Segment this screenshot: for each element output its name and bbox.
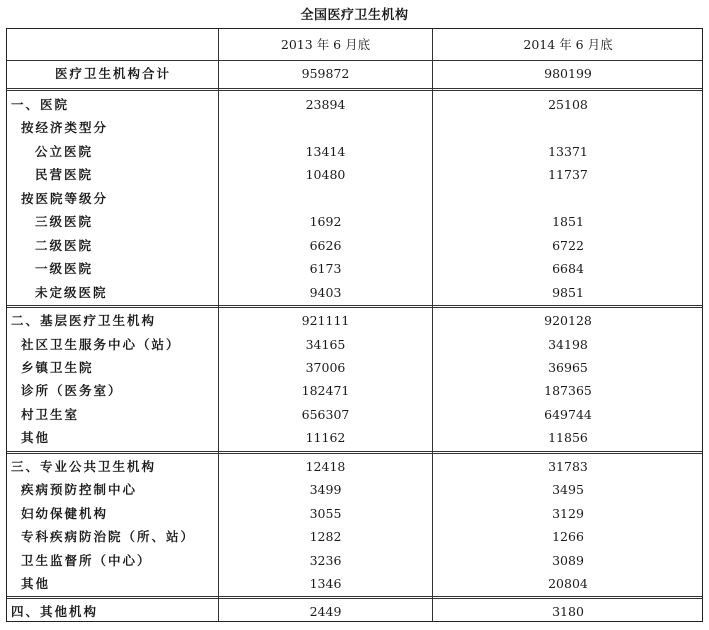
table-row: [7, 426, 702, 449]
cell-2014: 34198: [548, 336, 588, 352]
cell-2014: 25108: [548, 97, 588, 112]
column-header-2014: 2014 年 6 月底: [523, 37, 613, 52]
table-row: [7, 549, 702, 572]
row-label: 四、其他机构: [11, 604, 99, 620]
cell-2013: 3499: [309, 482, 342, 498]
cell-2014: 920128: [544, 313, 592, 329]
cell-2014: 11856: [548, 430, 588, 446]
data-table: [6, 28, 703, 622]
table-header-row: [7, 33, 702, 56]
row-label: 村卫生室: [21, 406, 80, 422]
table-row: [7, 478, 702, 501]
row-label: 社区卫生服务中心（站）: [21, 336, 181, 352]
table-row: [7, 333, 702, 356]
cell-2014: [433, 187, 703, 210]
cell-2013: 3236: [309, 552, 342, 568]
table-row: [7, 502, 702, 525]
table-row: [7, 140, 702, 163]
table-row: [7, 309, 702, 332]
row-label: 疾病预防控制中心: [21, 482, 138, 498]
row-label: 其他: [21, 430, 51, 446]
cell-2014: 980199: [544, 66, 592, 81]
row-label: 卫生监督所（中心）: [21, 552, 152, 568]
row-label: 一、医院: [11, 97, 70, 112]
cell-2014: 36965: [548, 359, 588, 375]
cell-2013: 1346: [309, 576, 342, 591]
table-row: [7, 257, 702, 280]
cell-2013: 2449: [309, 604, 342, 620]
cell-2014: 3180: [552, 604, 584, 620]
cell-2013: 6626: [309, 237, 342, 253]
row-label: 妇幼保健机构: [21, 505, 109, 521]
table-row: [7, 525, 702, 548]
cell-2013: 34165: [305, 336, 346, 352]
cell-2013: 11162: [305, 430, 346, 446]
total-row: [7, 62, 702, 85]
row-label: 诊所（医务室）: [21, 383, 123, 399]
cell-2013: 182471: [301, 383, 350, 399]
row-label: 二级医院: [35, 237, 94, 253]
row-label: 公立医院: [35, 143, 94, 159]
row-label: 三、专业公共卫生机构: [11, 458, 157, 474]
cell-2013: 921111: [301, 313, 350, 329]
cell-2013: 656307: [301, 406, 350, 422]
cell-2013: 13414: [305, 143, 346, 159]
cell-2013: 23894: [305, 97, 346, 112]
table-row: [7, 234, 702, 257]
section-divider: [7, 305, 702, 308]
cell-2013: 10480: [305, 167, 346, 183]
table-row: [7, 379, 702, 402]
table-row: [7, 455, 702, 478]
cell-2013: [219, 187, 432, 210]
table-row: [7, 356, 702, 379]
row-label: 其他: [21, 576, 51, 591]
cell-2014: 187365: [544, 383, 592, 399]
cell-2014: [433, 116, 703, 139]
column-header-2013: 2013 年 6 月底: [280, 37, 371, 52]
section-divider: [7, 88, 702, 91]
table-row: [7, 187, 702, 210]
cell-2014: 3089: [552, 552, 584, 568]
cell-2014: 3129: [552, 505, 584, 521]
row-divider: [7, 60, 702, 61]
row-label: 按医院等级分: [21, 190, 109, 206]
row-label: 未定级医院: [35, 284, 108, 300]
row-label: 二、基层医疗卫生机构: [11, 313, 157, 329]
cell-2013: 12418: [305, 458, 346, 474]
row-label: 民营医院: [35, 167, 94, 183]
cell-2013: 1692: [309, 214, 342, 230]
cell-2014: 31783: [548, 458, 588, 474]
table-row: [7, 93, 702, 116]
cell-2013: 6173: [309, 261, 342, 277]
section-divider: [7, 596, 702, 599]
cell-2014: 1266: [552, 529, 584, 545]
cell-2013: 1282: [309, 529, 342, 545]
table-row: [7, 116, 702, 139]
row-label: 一级医院: [35, 261, 94, 277]
table-row: [7, 163, 702, 186]
row-label: 乡镇卫生院: [21, 359, 94, 375]
cell-2014: 1851: [552, 214, 584, 230]
table-row: [7, 403, 702, 426]
page-title: 全国医疗卫生机构: [300, 8, 409, 23]
cell-2014: 649744: [544, 406, 592, 422]
cell-2014: 6722: [552, 237, 584, 253]
cell-2013: [219, 116, 432, 139]
row-label: 按经济类型分: [21, 120, 109, 136]
cell-2014: 9851: [552, 284, 584, 300]
table-row: [7, 281, 702, 304]
cell-2013: 37006: [305, 359, 346, 375]
table-row: [7, 210, 702, 233]
cell-2014: 6684: [552, 261, 584, 277]
section-divider: [7, 451, 702, 454]
cell-2013: 9403: [309, 284, 342, 300]
cell-2014: 11737: [548, 167, 588, 183]
row-label: 医疗卫生机构合计: [55, 66, 172, 81]
table-row: [7, 572, 702, 595]
table-row: [7, 600, 702, 623]
cell-2014: 13371: [548, 143, 588, 159]
row-label: 三级医院: [35, 214, 94, 230]
cell-2014: 3495: [552, 482, 584, 498]
cell-2014: 20804: [548, 576, 588, 591]
row-label: 专科疾病防治院（所、站）: [21, 529, 196, 545]
cell-2013: 3055: [309, 505, 342, 521]
cell-2013: 959872: [301, 66, 350, 81]
